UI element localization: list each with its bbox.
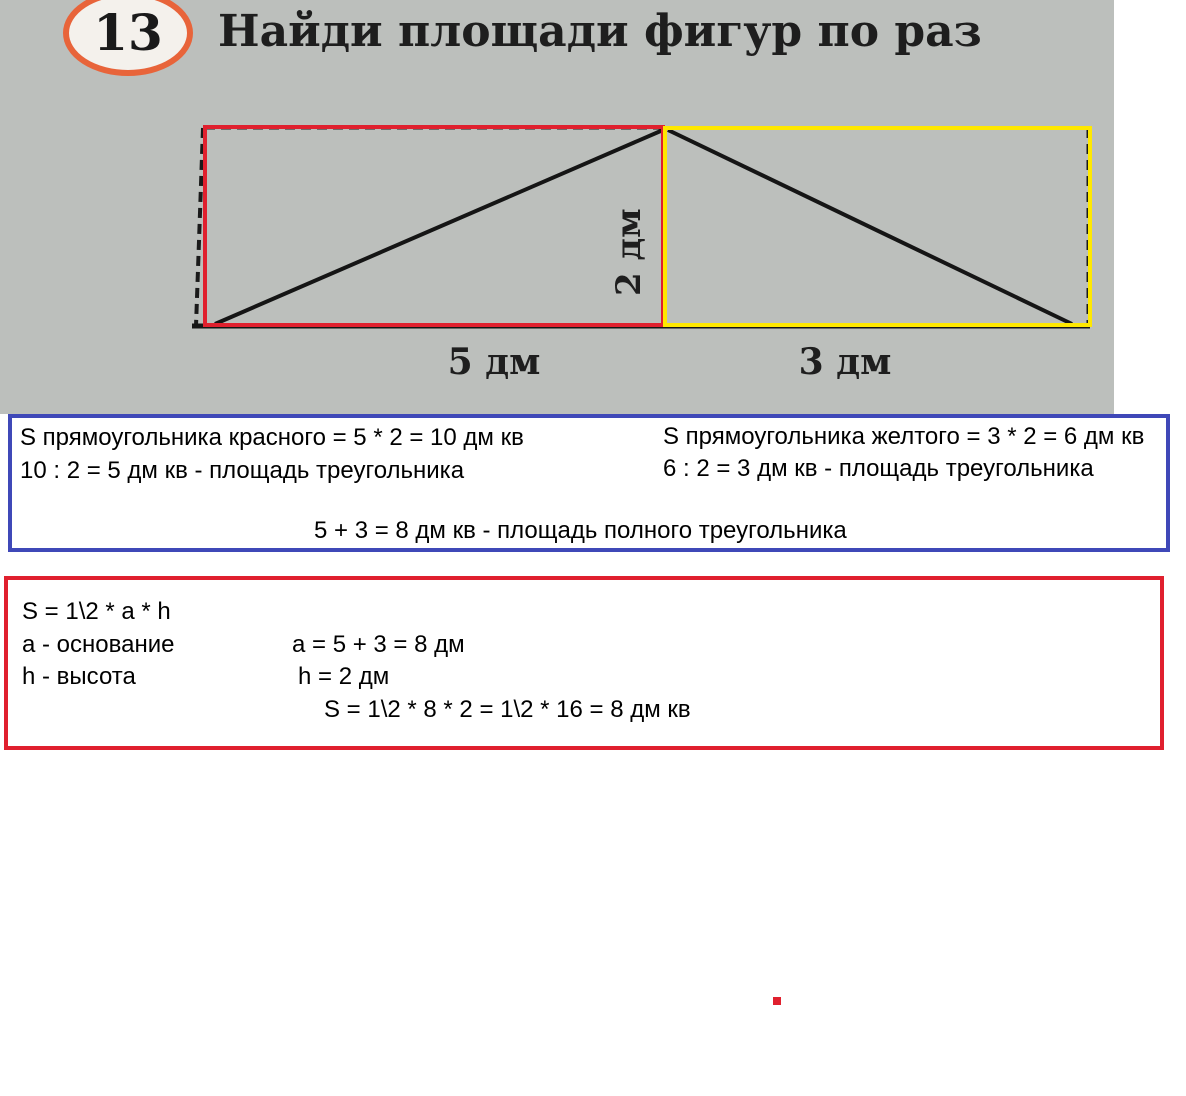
base-value: a = 5 + 3 = 8 дм	[292, 631, 465, 658]
base-definition: a - основание	[22, 631, 175, 658]
task-number: 13	[93, 3, 163, 62]
textbook-photo	[0, 0, 1114, 414]
formula-solution-box	[4, 576, 1164, 750]
red-rectangle-area-line: S прямоугольника красного = 5 * 2 = 10 дм кв	[20, 424, 524, 451]
height-definition: h - высота	[22, 663, 136, 690]
area-result: S = 1\2 * 8 * 2 = 1\2 * 16 = 8 дм кв	[324, 696, 691, 723]
height-value: h = 2 дм	[298, 663, 390, 690]
left-triangle-area-line: 10 : 2 = 5 дм кв - площадь треугольника	[20, 457, 465, 484]
right-triangle-area-line: 6 : 2 = 3 дм кв - площадь треугольника	[663, 455, 1094, 482]
total-area-line: 5 + 3 = 8 дм кв - площадь полного треугольника	[314, 517, 847, 544]
task-title: Найди площади фигур по раз	[218, 6, 982, 57]
right-base-label: 3 дм	[798, 341, 892, 383]
area-formula: S = 1\2 * a * h	[22, 598, 171, 625]
photo-figure	[0, 0, 1114, 414]
red-dot-mark	[773, 997, 781, 1005]
height-label: 2 дм	[609, 208, 649, 296]
left-base-label: 5 дм	[447, 341, 541, 383]
yellow-rectangle-area-line: S прямоугольника желтого = 3 * 2 = 6 дм кв	[663, 423, 1145, 450]
area-by-parts-box	[8, 414, 1170, 552]
